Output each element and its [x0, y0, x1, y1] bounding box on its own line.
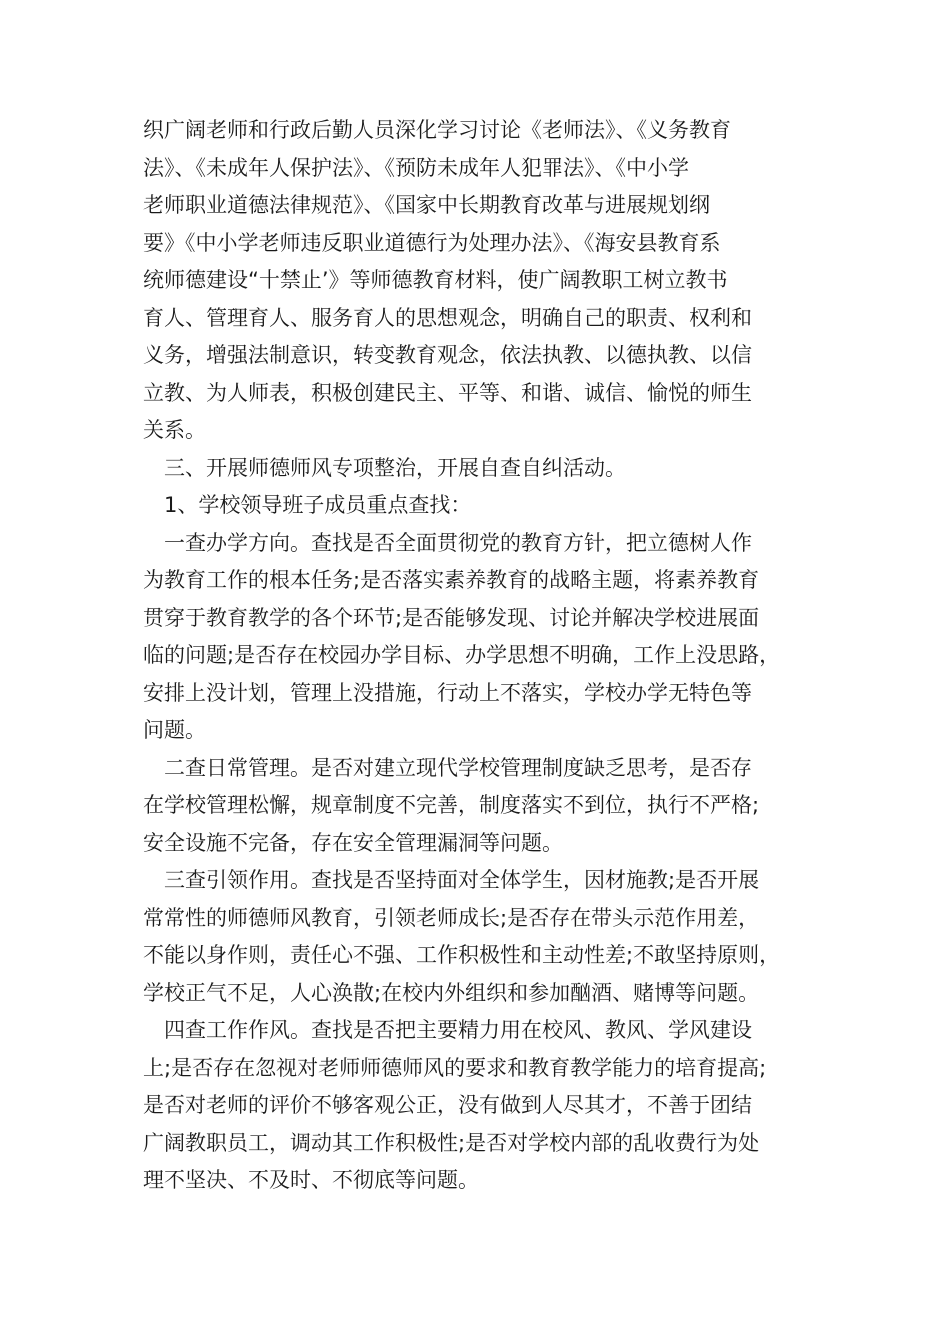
paragraph-line: 为教育工作的根本任务;是否落实素养教育的战略主题，将素养教育: [143, 568, 760, 592]
paragraph-line: 广阔教职员工，调动其工作积极性;是否对学校内部的乱收费行为处: [143, 1130, 760, 1155]
paragraph-line: 贯穿于教育教学的各个环节;是否能够发现、讨论并解决学校进展面: [143, 605, 760, 630]
paragraph-line: 立教、为人师表，积极创建民主、平等、和谐、诚信、愉悦的师生: [143, 380, 752, 405]
paragraph-line: 安全设施不完备，存在安全管理漏洞等问题。: [143, 830, 563, 855]
paragraph-line: 织广阔老师和行政后勤人员深化学习讨论《老师法》、《义务教育: [143, 118, 731, 142]
paragraph-line: 理不坚决、不及时、不彻底等问题。: [143, 1168, 479, 1192]
section-heading: 三、开展师德师风专项整治，开展自查自纠活动。: [164, 455, 626, 480]
paragraph-line: 学校正气不足，人心涣散;在校内外组织和参加酗酒、赌博等问题。: [143, 980, 760, 1005]
paragraph-line: 一查办学方向。查找是否全面贯彻党的教育方针，把立德树人作: [164, 530, 752, 555]
paragraph-line: 二查日常管理。是否对建立现代学校管理制度缺乏思考，是否存: [164, 755, 752, 780]
paragraph-line: 四查工作作风。查找是否把主要精力用在校风、教风、学风建设: [164, 1018, 752, 1042]
paragraph-line: 在学校管理松懈，规章制度不完善，制度落实不到位，执行不严格;: [143, 793, 760, 817]
paragraph-line: 要》《中小学老师违反职业道德行为处理办法》、《海安县教育系: [143, 230, 721, 255]
paragraph-line: 法》、《未成年人保护法》、《预防未成年人犯罪法》、《中小学: [143, 155, 689, 180]
paragraph-line: 临的问题;是否存在校园办学目标、办学思想不明确，工作上没思路，: [143, 643, 781, 667]
paragraph-line: 上;是否存在忽视对老师师德师风的要求和教育教学能力的培育提高;: [143, 1055, 767, 1080]
paragraph-line: 义务，增强法制意识，转变教育观念，依法执教、以德执教、以信: [143, 343, 752, 367]
paragraph-line: 三查引领作用。查找是否坚持面对全体学生，因材施教;是否开展: [164, 868, 760, 892]
sub-heading: 1、学校领导班子成员重点查找：: [164, 493, 472, 517]
paragraph-line: 统师德建设“十禁止’》等师德教育材料，使广阔教职工树立教书: [143, 268, 728, 292]
paragraph-line: 安排上没计划，管理上没措施，行动上不落实，学校办学无特色等: [143, 680, 752, 705]
paragraph-line: 常常性的师德师风教育，引领老师成长;是否存在带头示范作用差，: [143, 905, 760, 930]
paragraph-line: 关系。: [143, 418, 206, 442]
document-body: [143, 112, 809, 1200]
paragraph-line: 是否对老师的评价不够客观公正，没有做到人尽其才，不善于团结: [143, 1093, 752, 1117]
paragraph-line: 老师职业道德法律规范》、《国家中长期教育改革与进展规划纲: [143, 193, 710, 217]
paragraph-line: 问题。: [143, 718, 206, 742]
paragraph-line: 不能以身作则，责任心不强、工作积极性和主动性差;不敢坚持原则，: [143, 943, 781, 967]
paragraph-line: 育人、管理育人、服务育人的思想观念，明确自己的职责、权利和: [143, 305, 752, 330]
